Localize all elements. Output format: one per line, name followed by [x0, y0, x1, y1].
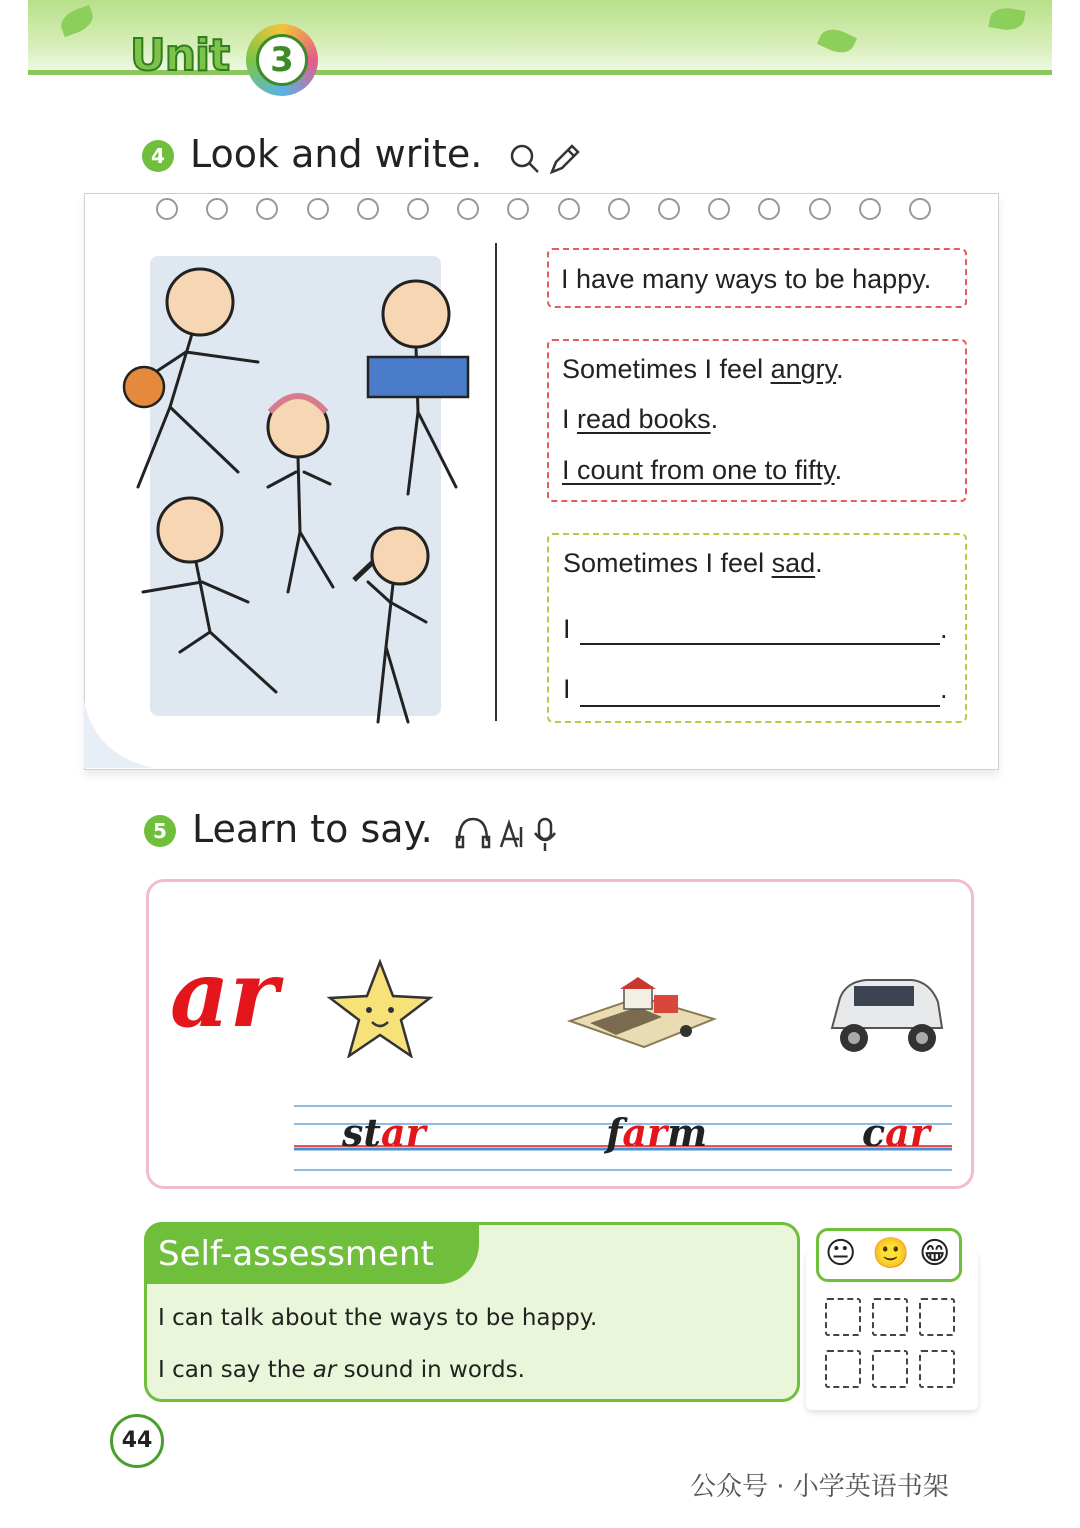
notepad-ring: [658, 198, 680, 220]
reading-icon: [501, 823, 521, 847]
word-car: car: [862, 1110, 930, 1155]
page-number: 44: [110, 1414, 164, 1468]
unit-label: Unit: [130, 30, 230, 81]
farm-icon: [560, 975, 718, 1057]
sentence-angry: Sometimes I feel angry.: [562, 354, 844, 384]
stick-figures-illustration: [118, 262, 478, 732]
assessment-item-happy: I can talk about the ways to be happy.: [158, 1305, 598, 1331]
rating-checkbox[interactable]: [919, 1350, 955, 1388]
notepad-ring: [407, 198, 429, 220]
star-icon: [326, 958, 434, 1058]
writing-blank-2[interactable]: [580, 705, 940, 707]
car-icon: [826, 968, 946, 1060]
rating-checkbox[interactable]: [872, 1298, 908, 1336]
self-assessment-title: Self-assessment: [158, 1234, 434, 1274]
neutral-face-icon: 😐: [825, 1236, 857, 1271]
rating-checkbox[interactable]: [825, 1298, 861, 1336]
blank-prefix: I: [563, 674, 571, 704]
magnifier-pencil-icons: [508, 142, 580, 176]
listen-read-speak-icons: [455, 815, 565, 853]
watermark: 公众号 · 小学英语书架: [690, 1472, 949, 1502]
word-star: star: [342, 1110, 426, 1155]
assessment-item-ar: I can say the ar sound in words.: [158, 1357, 525, 1383]
blank-prefix: I: [563, 614, 571, 644]
notepad-ring: [909, 198, 931, 220]
rating-checkbox[interactable]: [872, 1350, 908, 1388]
notepad-divider: [495, 243, 497, 721]
smile-face-icon: 🙂: [872, 1236, 910, 1271]
notepad-ring: [859, 198, 881, 220]
notepad-ring: [357, 198, 379, 220]
word-farm: farm: [606, 1110, 708, 1155]
microphone-icon: [354, 562, 373, 580]
rating-checkbox[interactable]: [825, 1350, 861, 1388]
sentence-happy: I have many ways to be happy.: [561, 264, 932, 294]
sentence-sad: Sometimes I feel sad.: [563, 548, 823, 578]
unit-number: 3: [256, 34, 308, 86]
sentence-read-books: I read books.: [562, 404, 719, 434]
notepad-ring: [558, 198, 580, 220]
blank-suffix: .: [940, 614, 948, 644]
notepad-ring: [307, 198, 329, 220]
section-title: Learn to say.: [192, 807, 433, 851]
book-icon: [368, 357, 468, 397]
writing-blank-1[interactable]: [580, 643, 940, 645]
headphones-icon: [457, 819, 489, 847]
section-title: Look and write.: [190, 132, 483, 176]
basketball-icon: [124, 367, 164, 407]
magnifier-icon: [512, 146, 538, 172]
section-number: 5: [144, 815, 176, 847]
notepad-ring: [608, 198, 630, 220]
blank-suffix: .: [940, 674, 948, 704]
phoneme-ar: ar: [170, 940, 279, 1048]
sentence-count: I count from one to fifty.: [562, 455, 843, 485]
section-number: 4: [142, 140, 174, 172]
pencil-icon: [552, 146, 578, 172]
notepad-ring: [809, 198, 831, 220]
grin-face-icon: 😁: [919, 1236, 951, 1271]
microphone-icon: [535, 819, 555, 851]
rating-checkbox[interactable]: [919, 1298, 955, 1336]
notepad-ring: [156, 198, 178, 220]
